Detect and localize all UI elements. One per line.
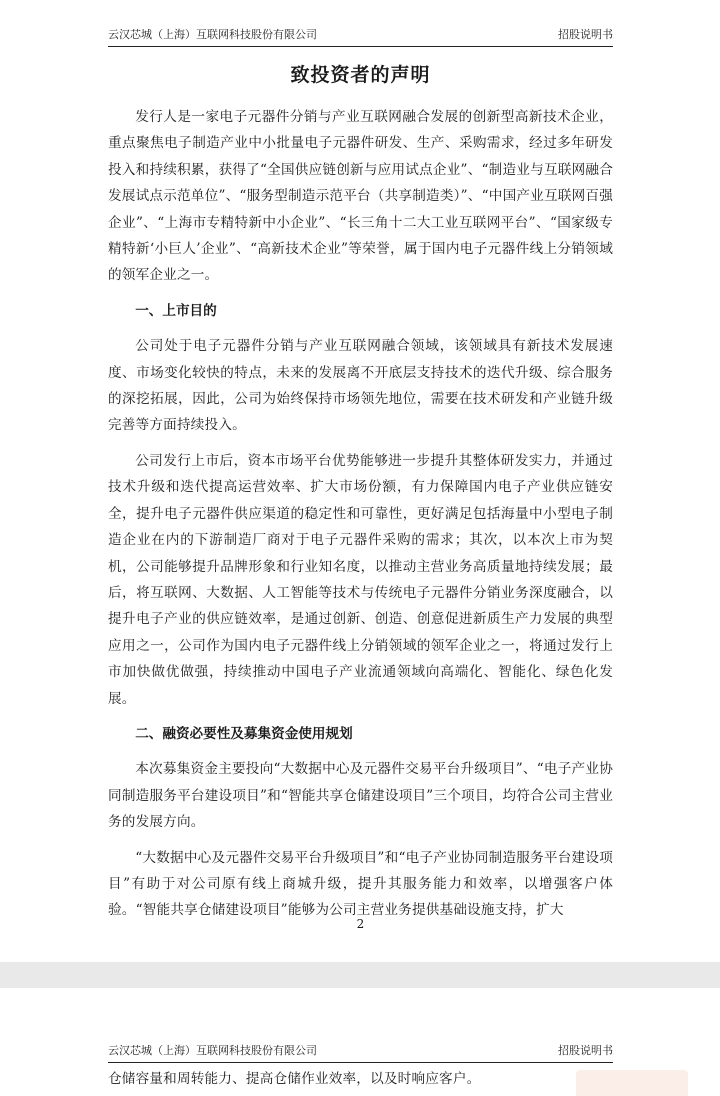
page-header <box>108 26 613 47</box>
header-document-type: 招股说明书 <box>558 1044 613 1057</box>
paragraph-company-intro: 发行人是一家电子元器件分销与产业互联网融合发展的创新型高新技术企业，重点聚焦电子制造产业中小批量电子元器件研发、生产、采购需求，经过多年研发投入和持续积累，获得了“全国供应链创新与应用试点企业”、“制造业与互联网融合发展试点示范单位”、“服务型制造示范平台（共享制造类）”、“中国产业互联网百强企业”、“上海市专精特新中小企业”、“长三角十二大工业互联网平台”、“国家级专精特新‘小巨人’企业”、“高新技术企业”等荣誉，属于国内电子元器件线上分销领域的领军企业之一。 <box>108 109 613 284</box>
section-heading-listing-purpose: 一、上市目的 <box>135 302 217 319</box>
body-text <box>108 104 613 933</box>
paragraph-continuation: 仓储容量和周转能力、提高仓储作业效率，以及时响应客户。 <box>108 1071 481 1087</box>
paragraph-projects: “大数据中心及元器件交易平台升级项目”和“电子产业协同制造服务平台建设项目”有助于对公司原有线上商城升级，提升其服务能力和效率，以增强客户体验。“智能共享仓储建设项目”能够为公司主营业务提供基础设施支持，扩大 <box>108 849 613 919</box>
header-company-name: 云汉芯城（上海）互联网科技股份有限公司 <box>108 28 317 41</box>
section-heading-financing: 二、融资必要性及募集资金使用规划 <box>135 725 353 742</box>
header-document-type: 招股说明书 <box>558 28 613 41</box>
page-number: 2 <box>356 917 365 931</box>
header-company-name: 云汉芯城（上海）互联网科技股份有限公司 <box>108 1044 317 1057</box>
paragraph-industry: 公司处于电子元器件分销与产业互联网融合领域，该领域具有新技术发展速度、市场变化较快的特点，未来的发展离不开底层支持技术的迭代升级、综合服务的深挖拓展，因此，公司为始终保持市场领先地位，需要在技术研发和产业链升级完善等方面持续投入。 <box>108 338 613 434</box>
paragraph-post-listing: 公司发行上市后，资本市场平台优势能够进一步提升其整体研发实力，并通过技术升级和迭代提高运营效率、扩大市场份额，有力保障国内电子产业供应链安全，提升电子元器件供应渠道的稳定性和可靠性，更好满足包括海量中小型电子制造企业在内的下游制造厂商对于电子元器件采购的需求；其次，以本次上市为契机，公司能够提升品牌形象和行业知名度，以推动主营业务高质量地持续发展；最后，将互联网、大数据、人工智能等技术与传统电子元器件分销业务深度融合，以提升电子产业的供应链效率，是通过创新、创造、创意促进新质生产力发展的典型应用之一，公司作为国内电子元器件线上分销领域的领军企业之一，将通过发行上市加快做优做强，持续推动中国电子产业流通领域向高端化、智能化、绿色化发展。 <box>108 452 613 707</box>
page-title: 致投资者的声明 <box>290 64 431 86</box>
document-page-2 <box>0 988 720 1096</box>
paragraph-fund-usage: 本次募集资金主要投向“大数据中心及元器件交易平台升级项目”、“电子产业协同制造服务平台建设项目”和“智能共享仓储建设项目”三个项目，均符合公司主营业务的发展方向。 <box>108 761 613 831</box>
page-header <box>108 1042 613 1063</box>
